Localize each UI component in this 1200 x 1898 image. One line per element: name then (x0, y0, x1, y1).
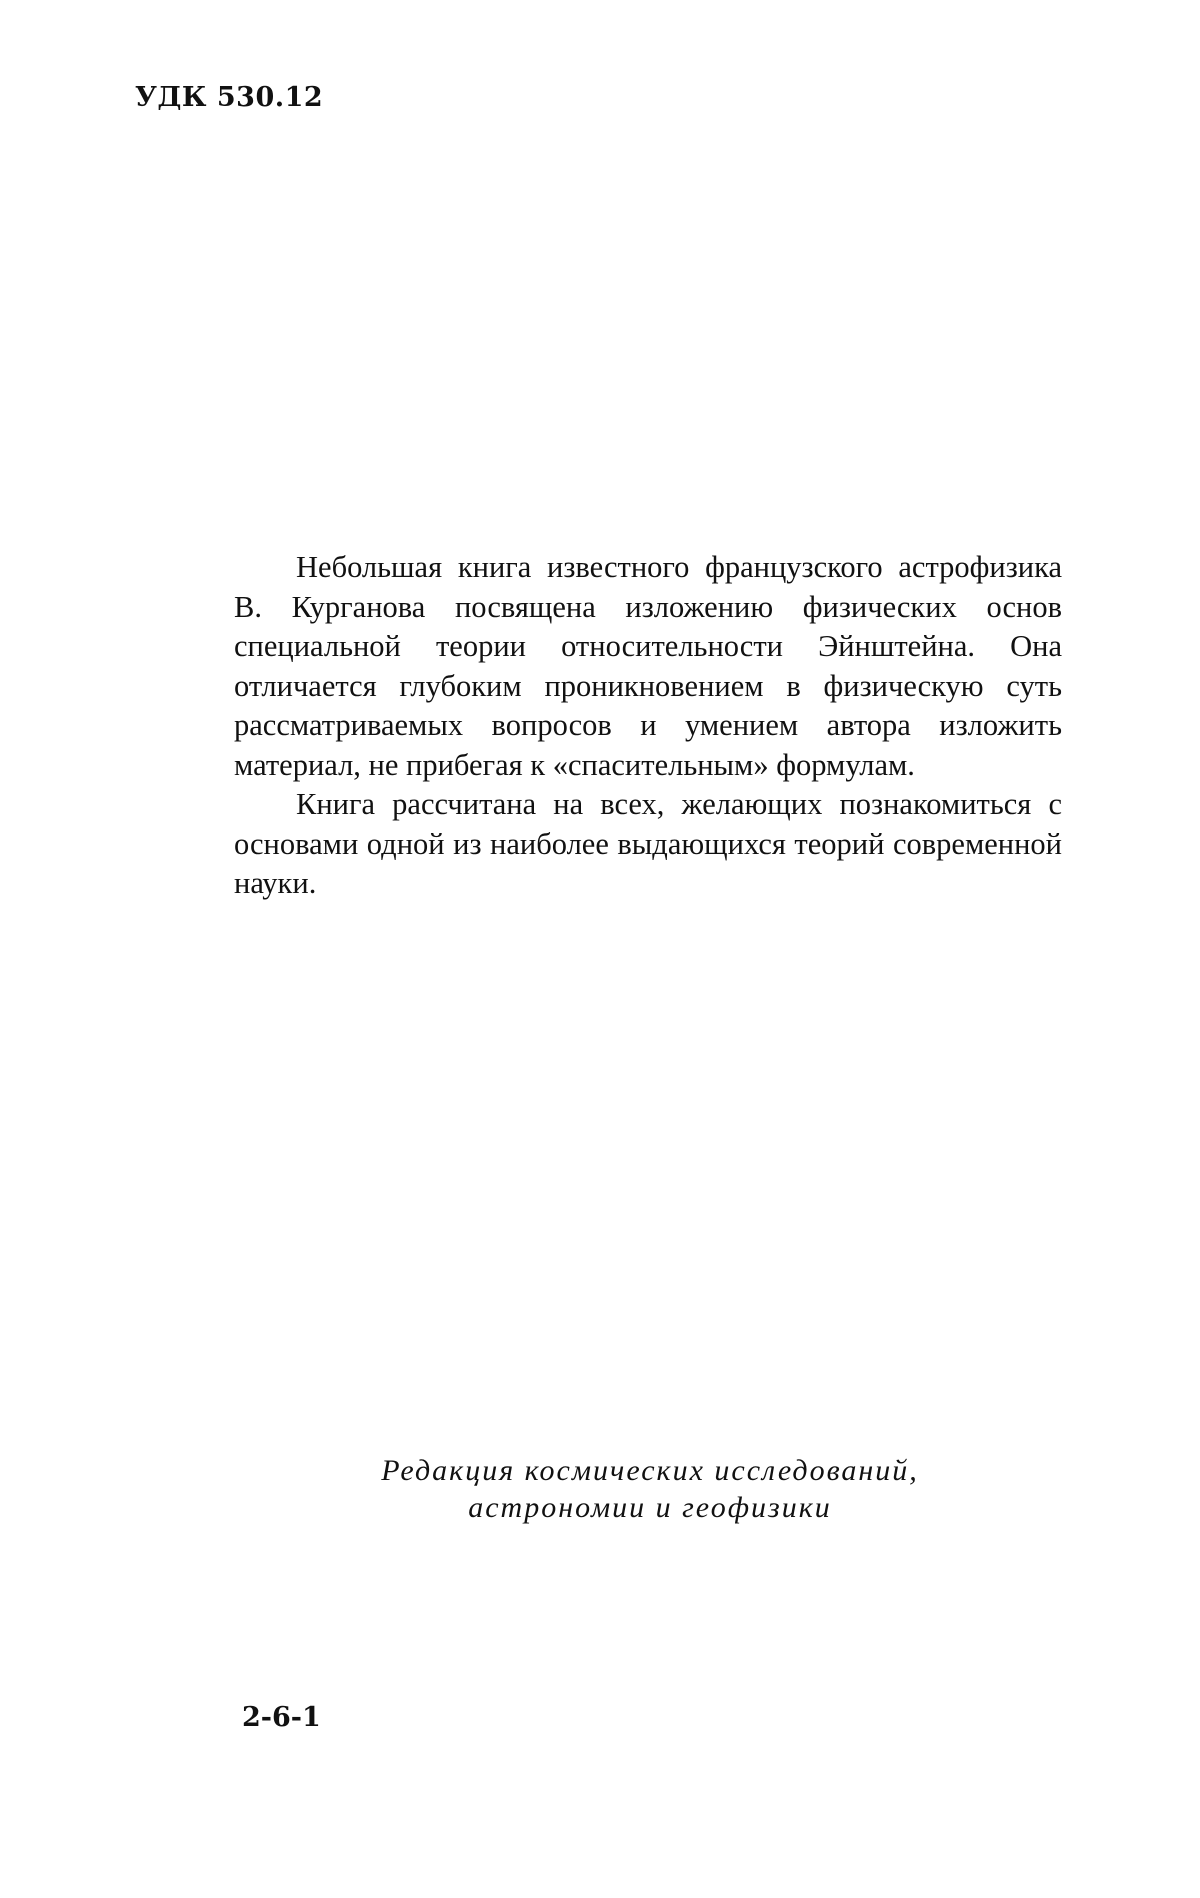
editorial-office (300, 1452, 1000, 1526)
annotation-paragraph-1: Небольшая книга известного французского астрофизика В. Курганова посвящена изложению физических основ специальной теории относительности Эйнштейна. Она отличается глубоким проникновением в физическую суть рассматриваемых вопросов и умением автора изложить материал, не прибегая к «спасительным» формулам. (234, 550, 1062, 782)
book-annotation (234, 548, 1062, 904)
udc-index: УДК 530.12 (135, 82, 324, 113)
annotation-paragraph-2: Книга рассчитана на всех, желающих познакомиться с основами одной из наиболее выдающихся теорий современной науки. (234, 787, 1062, 900)
editorial-line-2: астрономии и геофизики (468, 1491, 832, 1524)
publication-code: 2-6-1 (242, 1702, 321, 1733)
editorial-line-1: Редакция космических исследований, (381, 1454, 919, 1487)
